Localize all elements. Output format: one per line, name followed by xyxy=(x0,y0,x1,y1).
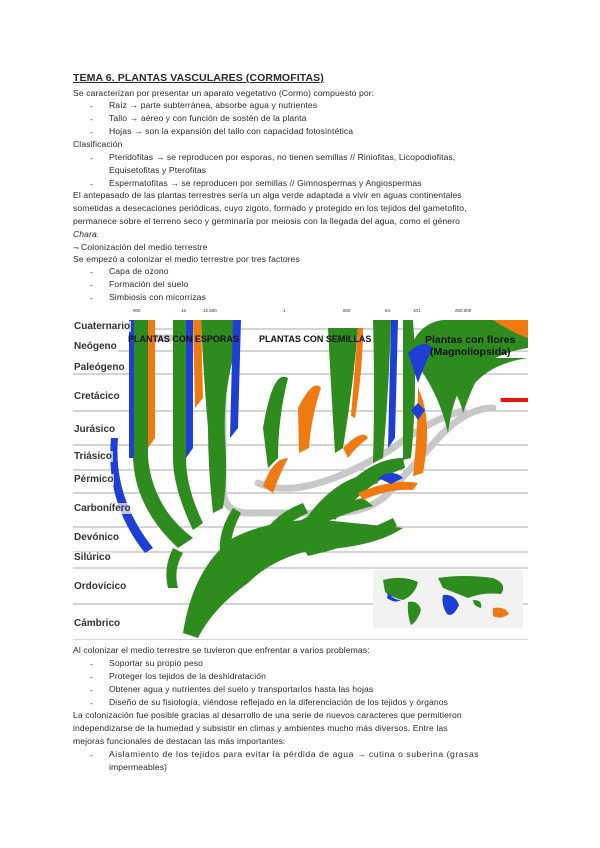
plant-evolution-figure xyxy=(73,308,528,640)
bullet: - xyxy=(90,293,93,303)
factor-suelo: Formación del suelo xyxy=(109,279,189,289)
label-plantas-flores xyxy=(425,334,515,358)
spore-lineage-3 xyxy=(201,320,233,513)
seed-lineage-2 xyxy=(298,386,321,454)
conclusion-line-3: mejoras funcionales de destacan las más importantes: xyxy=(73,736,286,746)
period-jurasico: Jurásico xyxy=(74,424,116,435)
conclusion-line-2: independizarse de la humedad y subsistir en climas y ambientes mucho más diversos. Entre las xyxy=(73,723,448,733)
conclusion-line-1: La colonización fue posible gracias al desarrollo de una serie de nuevos caracteres que permitieron xyxy=(73,710,462,720)
intro-text: Se caracterizan por presentar un aparato vegetativo (Cormo) compuesto por: xyxy=(73,88,375,98)
top-count: 1 xyxy=(283,308,286,313)
label-plantas-semillas: PLANTAS CON SEMILLAS xyxy=(259,334,372,344)
bullet: - xyxy=(90,685,93,695)
top-count: 900 xyxy=(133,308,141,313)
period-paleogeno: Paleógeno xyxy=(74,362,125,373)
top-count: 101 xyxy=(413,308,421,313)
colonizacion-heading-text: Colonización del medio terrestre xyxy=(81,242,208,252)
clasificacion-espermatofitas: Espermatofitas → se reproducen por semillas // Gimnospermas y Angiospermas xyxy=(109,178,422,188)
period-carbonifero: Carbonífero xyxy=(74,503,131,514)
antepasado-line-1: El antepasado de las plantas terrestres sería un alga verde adaptada a vivir en aguas continentales xyxy=(73,190,462,200)
label-flores-line-2: (Magnoliopsida) xyxy=(429,346,511,358)
page-title: TEMA 6. PLANTAS VASCULARES (CORMOFITAS) xyxy=(73,72,324,84)
antepasado-line-3: permanece sobre el terreno seco y germinaría por meiosis con la llegada del agua, como el género xyxy=(73,216,460,226)
problema-deshidratacion: Proteger los tejidos de la deshidratación xyxy=(109,671,266,681)
period-cambrico: Cámbrico xyxy=(74,618,121,629)
problema-peso: Soportar su propio peso xyxy=(109,658,204,668)
period-permico: Pérmico xyxy=(74,474,114,485)
period-cuaternario: Cuaternario xyxy=(74,321,131,332)
swirl-icon: ⇁ xyxy=(73,245,82,252)
bullet: - xyxy=(90,750,93,760)
period-ordovicico: Ordovícico xyxy=(74,581,127,592)
bullet: - xyxy=(90,101,93,111)
chara-line: Chara. xyxy=(73,229,100,239)
mejora-aislamiento-cont: impermeables) xyxy=(109,762,168,772)
bullet: - xyxy=(90,280,93,290)
bullet: - xyxy=(90,179,93,189)
period-cretacico: Cretácico xyxy=(74,391,120,402)
period-silurico: Silúrico xyxy=(74,552,111,563)
mejora-aislamiento: Aislamiento de los tejidos para evitar la pérdida de agua → cutina o suberina (grasas xyxy=(109,749,480,759)
top-count: 15 xyxy=(181,308,187,313)
bullet: - xyxy=(90,153,93,163)
cormo-item-tallo: Tallo → aéreo y con función de sostén de la planta xyxy=(109,113,307,123)
factor-ozono: Capa de ozono xyxy=(109,266,169,276)
antepasado-line-2: sometidas a desecaciones periódicas, cuyo zigoto, formado y protegido en los tejidos del gametofito, xyxy=(73,203,467,213)
label-flores-line-1: Plantas con flores xyxy=(425,334,516,346)
cormo-item-hojas: Hojas → son la expansión del tallo con capacidad fotosintética xyxy=(109,126,354,136)
bullet: - xyxy=(90,127,93,137)
top-count: 12.500 xyxy=(203,308,217,313)
clasificacion-heading: Clasificación xyxy=(73,139,123,149)
red-arrow-marker xyxy=(501,392,528,408)
seed-lineage-1 xyxy=(263,377,288,468)
bullet: - xyxy=(90,672,93,682)
period-triasico: Triásico xyxy=(74,451,112,462)
clasificacion-pteridofitas: Pteridofitas → se reproducen por esporas, no tienen semillas // Riniofitas, Licopodiofitas, xyxy=(109,152,456,162)
bullet: - xyxy=(90,114,93,124)
clasificacion-pteridofitas-cont: Equisetofitas y Pterofitas xyxy=(109,165,207,175)
period-neogeno: Neógeno xyxy=(74,341,117,352)
cormo-item-raiz: Raíz → parte subterránea, absorbe agua y nutrientes xyxy=(109,100,318,110)
world-map xyxy=(373,570,523,628)
label-plantas-esporas: PLANTAS CON ESPORAS xyxy=(128,334,239,344)
problemas-intro: Al colonizar el medio terrestre se tuvieron que enfrentar a varios problemas: xyxy=(73,645,370,655)
top-count: 260.000 xyxy=(455,308,472,313)
factor-micorrizas: Simbiosis con micorrizas xyxy=(109,292,206,302)
problema-fisiologia: Diseño de su fisiología, viéndose reflejado en la diferenciación de los tejidos y órganos xyxy=(109,697,449,707)
period-devonico: Devónico xyxy=(74,532,120,543)
top-count: 800 xyxy=(343,308,351,313)
colonizacion-heading xyxy=(73,242,207,254)
colonizacion-intro: Se empezó a colonizar el medio terrestre por tres factores xyxy=(73,254,300,264)
bullet: - xyxy=(90,659,93,669)
bullet: - xyxy=(90,267,93,277)
bullet: - xyxy=(90,698,93,708)
top-count: 84 xyxy=(385,308,391,313)
problema-agua: Obtener agua y nutrientes del suelo y transportarlos hasta las hojas xyxy=(109,684,374,694)
chara-genus: Chara xyxy=(73,229,97,239)
